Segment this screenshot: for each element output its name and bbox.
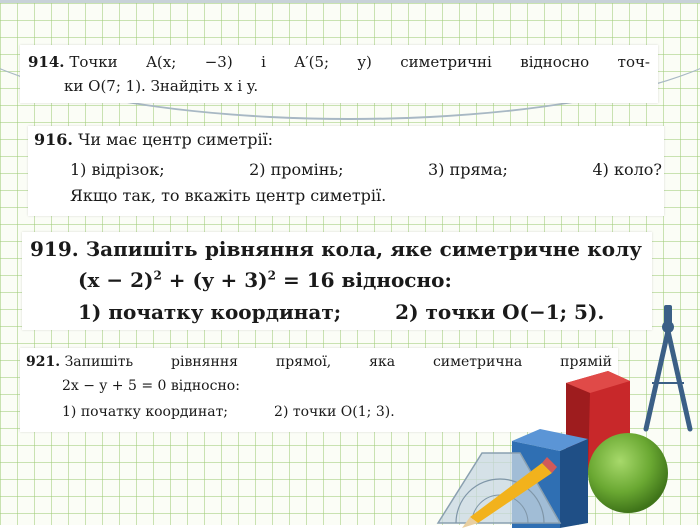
word: рівняння — [204, 237, 314, 261]
word: A(x; — [146, 53, 177, 71]
task-921 — [20, 348, 618, 432]
task-916 — [28, 126, 664, 216]
word: симетричні — [400, 53, 492, 71]
exponent: 2 — [153, 268, 162, 283]
word: Запишіть — [85, 237, 198, 261]
option: 2) точки O(1; 3). — [274, 404, 395, 420]
word: симетричне — [439, 237, 580, 261]
task-914-line-2: ки O(7; 1). Знайдіть x і y. — [64, 77, 259, 95]
task-number: 919. — [30, 237, 79, 261]
option: 3) пряма; — [428, 160, 508, 179]
task-919-equation — [78, 268, 452, 292]
word: яка — [369, 354, 396, 370]
word: рівняння — [171, 354, 239, 370]
option: 1) початку координат; — [78, 300, 342, 324]
word: кола, — [321, 237, 384, 261]
task-number: 914. — [28, 53, 65, 71]
word: A′(5; — [294, 53, 330, 71]
task-919 — [22, 232, 652, 330]
equation-part: (x − 2) — [78, 268, 154, 292]
equation-part: = 16 відносно: — [276, 268, 452, 292]
word: колу — [587, 237, 642, 261]
word: y) — [357, 53, 372, 71]
option: 1) початку координат; — [62, 404, 229, 420]
word: і — [261, 53, 266, 71]
option: 1) відрізок; — [70, 160, 165, 179]
exponent: 2 — [267, 268, 277, 283]
compass-icon — [646, 305, 690, 429]
word: симетрична — [432, 354, 523, 370]
option: 4) коло? — [592, 160, 662, 179]
word: точ- — [617, 53, 650, 71]
sphere-icon — [588, 433, 668, 513]
word: прямій — [560, 354, 612, 370]
task-916-line-1 — [34, 130, 273, 149]
option: 2) промінь; — [249, 160, 344, 179]
word: яке — [390, 237, 433, 261]
equation-part: + (y + 3) — [161, 268, 268, 292]
task-921-options — [62, 404, 395, 420]
task-914-line-1 — [28, 53, 650, 71]
pencil-icon — [462, 457, 557, 528]
task-916-options — [70, 160, 662, 179]
task-919-options — [78, 300, 604, 324]
task-921-line-2: 2x − y + 5 = 0 відносно: — [62, 378, 240, 394]
task-number: 916. — [34, 130, 73, 149]
word: Запишіть — [64, 354, 134, 370]
task-914 — [20, 45, 658, 103]
task-916-question: Чи має центр симетрії: — [78, 130, 274, 149]
task-919-line-1 — [30, 237, 642, 261]
word: −3) — [204, 53, 233, 71]
task-916-line-3: Якщо так, то вкажіть центр симетрії. — [70, 186, 387, 205]
option: 2) точки O(−1; 5). — [395, 300, 605, 324]
protractor-icon — [438, 453, 560, 523]
word: відносно — [520, 53, 590, 71]
cube-icon — [512, 429, 588, 528]
task-number: 921. — [26, 354, 61, 370]
task-921-line-1 — [26, 354, 612, 370]
word: Точки — [69, 53, 118, 71]
word: прямої, — [275, 354, 332, 370]
